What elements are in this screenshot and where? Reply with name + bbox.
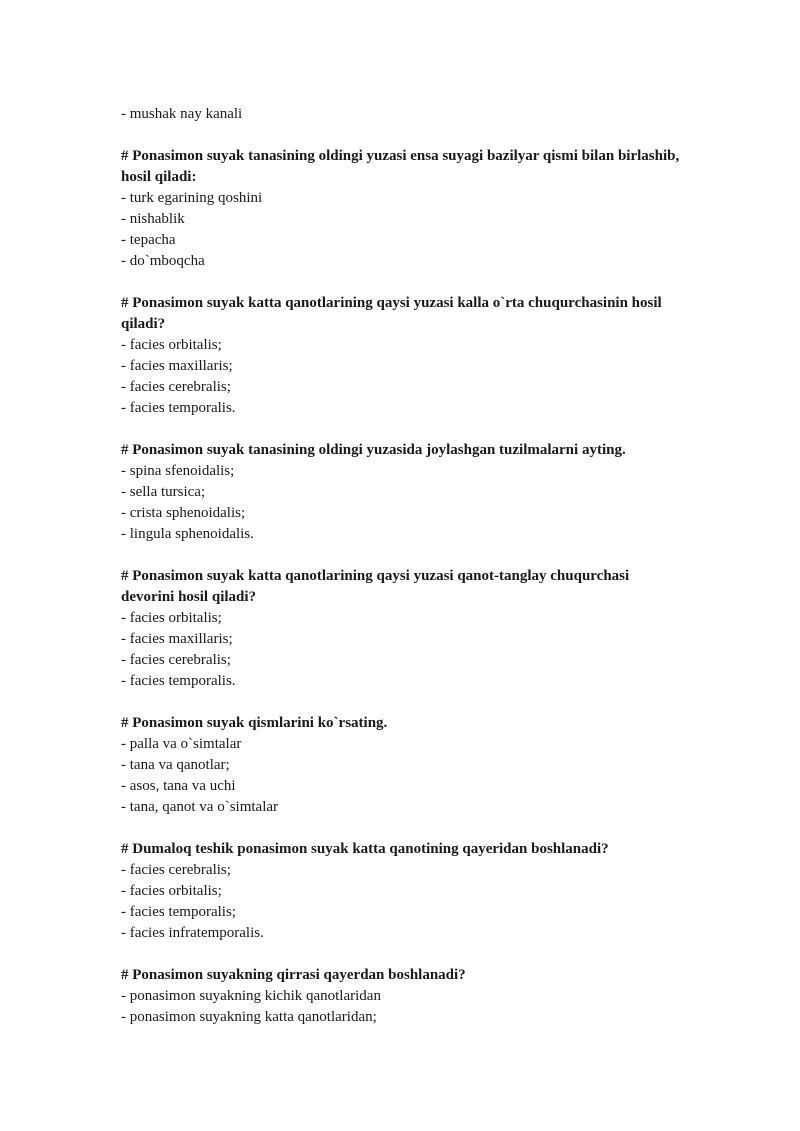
answer-option: - facies maxillaris; [121,631,233,647]
answer-option: - facies orbitalis; [121,883,222,899]
answer-option: - mushak nay kanali [121,106,243,122]
answer-option: - palla va o`simtalar [121,736,242,752]
question-block [121,839,681,944]
question-text: # Ponasimon suyak tanasining oldingi yuzasi ensa suyagi bazilyar qismi bilan birlashib, hosil qiladi: [121,148,683,185]
question-block [121,440,681,545]
answer-option: - facies cerebralis; [121,379,231,395]
answer-option: - facies temporalis. [121,673,236,689]
question-block [121,965,681,1028]
question-block [121,146,681,272]
answer-option: - ponasimon suyakning katta qanotlaridan; [121,1009,377,1025]
answer-option: - do`mboqcha [121,253,205,269]
answer-option: - turk egarining qoshini [121,190,263,206]
answer-option: - crista sphenoidalis; [121,505,246,521]
answer-option: - facies maxillaris; [121,358,233,374]
answer-option: - tana va qanotlar; [121,757,230,773]
answer-option: - spina sfenoidalis; [121,463,235,479]
answer-option: - facies orbitalis; [121,610,222,626]
leading-answer-block [121,104,681,125]
answer-option: - tepacha [121,232,176,248]
answer-option: - ponasimon suyakning kichik qanotlaridan [121,988,381,1004]
question-text: # Ponasimon suyak katta qanotlarining qaysi yuzasi qanot-tanglay chuqurchasi devorini hosil qiladi? [121,568,633,605]
question-block [121,566,681,692]
question-text: # Ponasimon suyak tanasining oldingi yuzasida joylashgan tuzilmalarni ayting. [121,442,626,458]
answer-option: - asos, tana va uchi [121,778,236,794]
question-text: # Ponasimon suyak qismlarini ko`rsating. [121,715,388,731]
question-text: # Dumaloq teshik ponasimon suyak katta qanotining qayeridan boshlanadi? [121,841,609,857]
question-text: # Ponasimon suyakning qirrasi qayerdan boshlanadi? [121,967,466,983]
question-text: # Ponasimon suyak katta qanotlarining qaysi yuzasi kalla o`rta chuqurchasinin hosil qiladi? [121,295,666,332]
answer-option: - facies temporalis. [121,400,236,416]
question-block [121,713,681,818]
answer-option: - nishablik [121,211,185,227]
answer-option: - facies cerebralis; [121,862,231,878]
answer-option: - sella tursica; [121,484,206,500]
answer-option: - facies orbitalis; [121,337,222,353]
answer-option: - facies temporalis; [121,904,236,920]
question-block [121,293,681,419]
answer-option: - lingula sphenoidalis. [121,526,254,542]
answer-option: - facies infratemporalis. [121,925,264,941]
answer-option: - tana, qanot va o`simtalar [121,799,279,815]
answer-option: - facies cerebralis; [121,652,231,668]
document-content [121,104,681,1028]
